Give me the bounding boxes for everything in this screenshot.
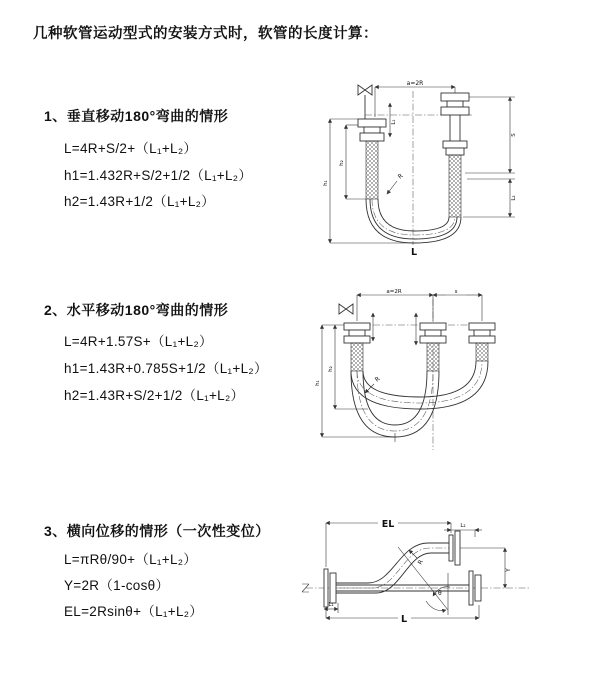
dim-label-a2r: a=2R: [406, 80, 424, 87]
dim-label-h2: h₂: [339, 160, 345, 166]
diagram-lateral-displacement: [298, 503, 533, 653]
radius-line: [398, 547, 448, 610]
dim-label-el: EL: [381, 519, 395, 530]
braid-left: [366, 141, 378, 199]
diagram-vertical-180-bend: [310, 73, 525, 258]
section-1-heading: 1、垂直移动180°弯曲的情形: [44, 108, 229, 124]
valve-icon: [339, 304, 353, 314]
section-3-heading: 3、横向位移的情形（一次性变位）: [44, 523, 270, 539]
flange-middle: [420, 323, 446, 343]
flange-right: [469, 571, 473, 605]
dim-label-L: L: [400, 614, 408, 625]
section-3-formula-L: L=πRθ/90+（L₁+L₂）: [64, 552, 198, 567]
dim-label-L: L: [410, 247, 418, 258]
braid-right: [449, 155, 461, 217]
dim-label-l1: L₁: [328, 602, 334, 608]
hose-position1-outer: [351, 371, 439, 437]
flange-right: [469, 323, 495, 343]
dim-label-l1: L₁: [391, 119, 397, 125]
dim-label-h1: h₁: [315, 380, 321, 386]
dim-label-radius: R: [396, 172, 405, 181]
valve-icon: [358, 85, 372, 95]
hose-upper-wall: [336, 543, 449, 583]
dim-label-h2: h₂: [328, 366, 334, 372]
hose-outer-wall: [366, 199, 461, 243]
dim-label-l2: L₂: [511, 195, 517, 201]
dim-label-radius: R: [416, 558, 425, 566]
dim-label-y: Y: [505, 568, 512, 572]
dim-label-s: S: [511, 133, 517, 137]
diagram-horizontal-180-bend: [310, 285, 520, 460]
braid-right: [476, 343, 488, 361]
section-1-formula-h2: h2=1.43R+1/2（L₁+L₂）: [64, 194, 215, 209]
section-3-formula-EL: EL=2Rsinθ+（L₁+L₂）: [64, 604, 204, 619]
braid-middle: [427, 343, 439, 371]
section-1-formula-L: L=4R+S/2+（L₁+L₂）: [64, 141, 198, 156]
section-2-heading: 2、水平移动180°弯曲的情形: [44, 302, 229, 318]
page-title: 几种软管运动型式的安装方式时，软管的长度计算：: [33, 26, 378, 42]
dim-label-radius: R: [373, 375, 382, 384]
dim-label-h1: h₁: [323, 180, 329, 186]
braid-left: [351, 343, 363, 371]
dim-label-s: s: [454, 289, 458, 295]
hose-inner-wall: [378, 199, 449, 231]
flange-left: [344, 323, 370, 343]
section-2-formula-h2: h2=1.43R+S/2+1/2（L₁+L₂）: [64, 388, 245, 403]
section-1-formula-h1: h1=1.432R+S/2+1/2（L₁+L₂）: [64, 168, 253, 183]
section-3-formula-Y: Y=2R（1-cosθ）: [64, 578, 170, 593]
dim-label-l2: L₂: [460, 523, 466, 529]
flange-upper: [449, 535, 453, 561]
hose-lower-wall: [336, 553, 449, 593]
dim-label-a2r: a=2R: [386, 289, 402, 295]
section-2-formula-L: L=4R+1.57S+（L₁+L₂）: [64, 334, 213, 349]
section-2-formula-h1: h1=1.43R+0.785S+1/2（L₁+L₂）: [64, 361, 268, 376]
dim-label-theta: θ: [438, 590, 442, 597]
hose-position2-outer: [351, 361, 488, 409]
